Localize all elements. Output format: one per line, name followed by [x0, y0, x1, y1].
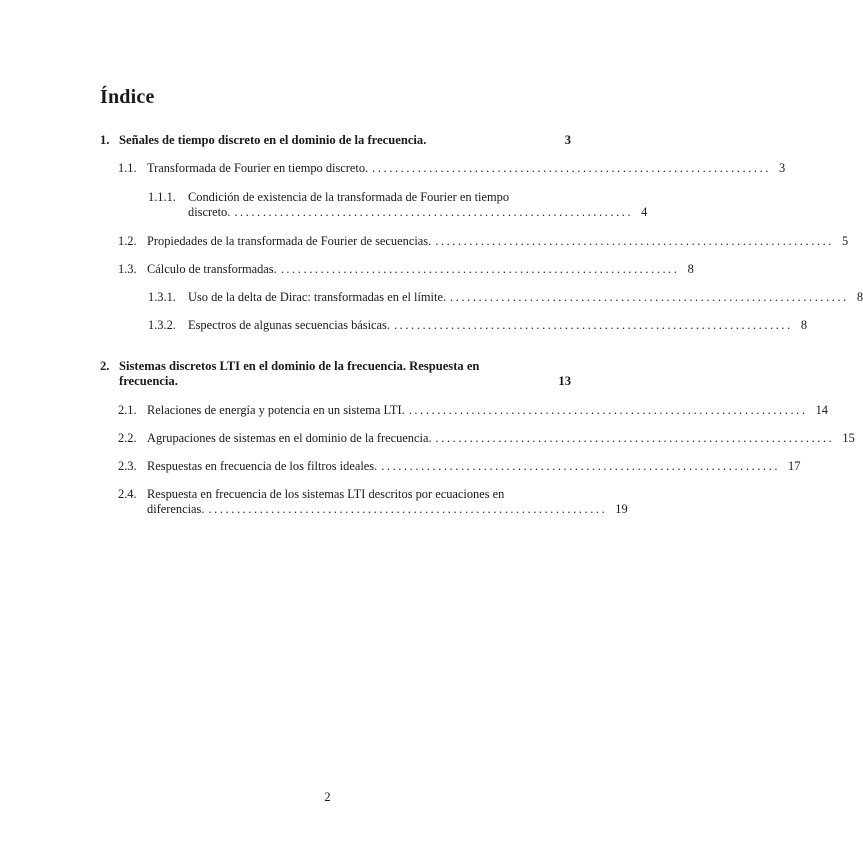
subsection-title-line1: Condición de existencia de la transformada de Fourier en tiempo — [188, 190, 510, 204]
subsection-page: 4 — [641, 205, 648, 219]
toc-chapter-1[interactable] — [100, 133, 571, 148]
toc-subsection-1-3-1[interactable] — [148, 290, 863, 305]
dot-leader: ...................................................................... — [280, 262, 680, 276]
subsection-number: 1.1.1. — [148, 190, 176, 204]
chapter-page: 3 — [564, 133, 571, 147]
chapter-page: 13 — [558, 374, 571, 388]
toc-section-1-1[interactable] — [118, 161, 786, 176]
section-page: 14 — [815, 403, 828, 417]
section-page: 15 — [842, 431, 855, 445]
section-title: Respuestas en frecuencia de los filtros ideales. — [147, 459, 378, 473]
section-number: 2.4. — [118, 487, 137, 501]
section-title: Propiedades de la transformada de Fourier de secuencias. — [147, 234, 432, 248]
toc-section-2-1[interactable] — [118, 403, 828, 418]
section-number: 1.3. — [118, 262, 137, 276]
subsection-title: Espectros de algunas secuencias básicas. — [188, 318, 390, 332]
section-page: 17 — [788, 459, 801, 473]
toc-section-2-3[interactable] — [118, 459, 801, 474]
section-number: 2.2. — [118, 431, 137, 445]
dot-leader: ...................................................................... — [408, 403, 808, 417]
subsection-title-line2: discreto. — [188, 205, 231, 219]
chapter-title-line1: Sistemas discretos LTI en el dominio de la frecuencia. Respuesta en — [119, 359, 480, 373]
dot-leader: ...................................................................... — [435, 234, 835, 248]
section-number: 2.3. — [118, 459, 137, 473]
dot-leader: ...................................................................... — [450, 290, 849, 304]
chapter-title-line2: frecuencia. — [119, 374, 178, 388]
page-number: 2 — [324, 790, 331, 804]
section-title: Agrupaciones de sistemas en el dominio de la frecuencia. — [147, 431, 432, 445]
section-title-line2: diferencias. — [147, 502, 205, 516]
toc-section-2-4[interactable] — [118, 487, 628, 517]
dot-leader: ...................................................................... — [208, 502, 608, 516]
section-title: Transformada de Fourier en tiempo discreto. — [147, 161, 369, 175]
subsection-page: 8 — [800, 318, 808, 332]
dot-leader: ...................................................................... — [393, 318, 793, 332]
page-title: Índice — [100, 86, 155, 108]
section-page: 5 — [842, 234, 849, 248]
section-title: Cálculo de transformadas. — [147, 262, 277, 276]
section-number: 1.1. — [118, 161, 137, 175]
section-number: 1.2. — [118, 234, 137, 248]
subsection-page: 8 — [856, 290, 863, 304]
toc-section-1-2[interactable] — [118, 234, 849, 249]
dot-leader: ...................................................................... — [435, 431, 835, 445]
section-page: 19 — [615, 502, 628, 516]
toc-subsection-1-1-1[interactable] — [148, 190, 648, 220]
section-page: 3 — [779, 161, 786, 175]
subsection-number: 1.3.1. — [148, 290, 176, 304]
section-page: 8 — [687, 262, 694, 276]
section-title: Relaciones de energía y potencia en un sistema LTI. — [147, 403, 405, 417]
toc-section-1-3[interactable] — [118, 262, 694, 277]
chapter-number: 2. — [100, 359, 110, 373]
subsection-number: 1.3.2. — [148, 318, 176, 332]
section-title-line1: Respuesta en frecuencia de los sistemas LTI descritos por ecuaciones en — [147, 487, 505, 501]
dot-leader: ...................................................................... — [234, 205, 634, 219]
toc-chapter-2[interactable] — [100, 359, 571, 389]
toc-section-2-2[interactable] — [118, 431, 855, 446]
subsection-title: Uso de la delta de Dirac: transformadas en el límite. — [188, 290, 447, 304]
section-number: 2.1. — [118, 403, 137, 417]
chapter-number: 1. — [100, 133, 110, 147]
toc-subsection-1-3-2[interactable] — [148, 318, 808, 333]
dot-leader: ...................................................................... — [372, 161, 771, 175]
chapter-title: Señales de tiempo discreto en el dominio de la frecuencia. — [119, 133, 427, 147]
dot-leader: ...................................................................... — [381, 459, 781, 473]
